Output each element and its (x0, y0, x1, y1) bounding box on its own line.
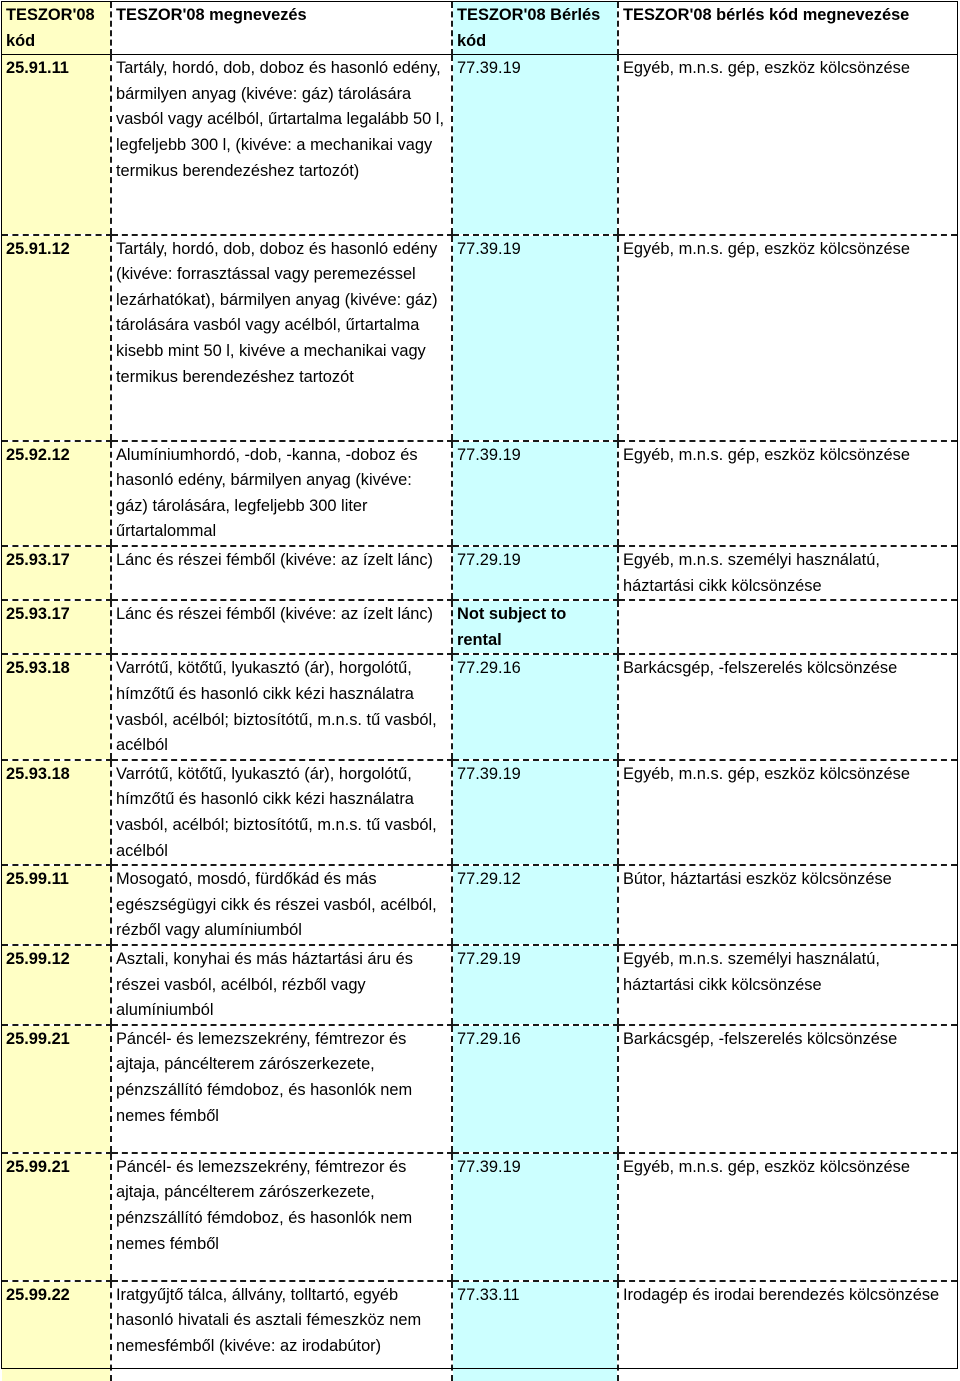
cell-name: Mosogató, mosdó, fürdőkád és más egészségügyi cikk és részei vasból, acélból, rézből vagy alumíniumból (111, 865, 452, 945)
cell-rental-code: 77.29.19 (452, 546, 618, 600)
table-row (2, 1153, 957, 1281)
table-row (2, 865, 957, 945)
cell-rental-code: 77.39.19 (452, 441, 618, 546)
cell-rental-name: Egyéb, m.n.s. gép, eszköz kölcsönzése (618, 1153, 957, 1281)
header-name: TESZOR'08 megnevezés (111, 2, 452, 55)
cell-code: 25.99.21 (2, 1153, 111, 1281)
cell-rental-name: Barkácsgép, -felszerelés kölcsönzése (618, 1025, 957, 1153)
cell-rental-name: Egyéb, m.n.s. gép, eszköz kölcsönzése (618, 760, 957, 865)
cell-rental-name: Egyéb, m.n.s. személyi használatú, háztartási cikk kölcsönzése (618, 546, 957, 600)
teszor-rental-table (2, 2, 957, 1381)
cell-rental-name: Barkácsgép, -felszerelés kölcsönzése (618, 654, 957, 759)
cell-code: 25.91.11 (2, 55, 111, 235)
table-row (2, 654, 957, 759)
table-row (2, 55, 957, 235)
cell-name: Tartály, hordó, dob, doboz és hasonló edény (kivéve: forrasztással vagy peremezéssel lezárhatókat), bármilyen anyag (kivéve: gáz) tárolására vasból vagy acélból, űrtartalma kisebb mint 50 l, kivéve a mechanikai vagy termikus berendezéshez tartozót (111, 235, 452, 441)
cell-name: Alumíniumhordó, -dob, -kanna, -doboz és hasonló edény, bármilyen anyag (kivéve: gáz) tárolására, legfeljebb 300 liter űrtartalommal (111, 441, 452, 546)
cell-name: Páncél- és lemezszekrény, fémtrezor és ajtaja, páncélterem zárószerkezete, pénzszállító fémdoboz, és hasonlók nem nemes fémből (111, 1153, 452, 1281)
cell-code: 25.99.11 (2, 865, 111, 945)
table-row (2, 441, 957, 546)
cell-code: 25.99.12 (2, 945, 111, 1025)
table-row (2, 760, 957, 865)
cell-rental-name: Egyéb, m.n.s. gép, eszköz kölcsönzése (618, 55, 957, 235)
cell-name: Varrótű, kötőtű, lyukasztó (ár), horgolótű, hímzőtű és hasonló cikk kézi használatra vasból, acélból; biztosítótű, m.n.s. tű vasból, acélból (111, 760, 452, 865)
header-rental-code: TESZOR'08 Bérlés kód (452, 2, 618, 55)
cell-code: 25.93.17 (2, 546, 111, 600)
cell-name: Lánc és részei fémből (kivéve: az ízelt lánc) (111, 600, 452, 654)
header-row (2, 2, 957, 55)
cell-rental-code: 77.39.19 (452, 55, 618, 235)
cell-code: 25.92.12 (2, 441, 111, 546)
cell-name: Varrótű, kötőtű, lyukasztó (ár), horgolótű, hímzőtű és hasonló cikk kézi használatra vasból, acélból; biztosítótű, m.n.s. tű vasból, acélból (111, 654, 452, 759)
cell-code: 25.93.18 (2, 760, 111, 865)
table-row (2, 235, 957, 441)
cell-rental-name: Irodagép és irodai berendezés kölcsönzése (618, 1281, 957, 1381)
cell-rental-code: 77.39.19 (452, 1153, 618, 1281)
cell-name: Iratgyűjtő tálca, állvány, tolltartó, egyéb hasonló hivatali és asztali fémeszköz nem nemesfémből (kivéve: az irodabútor) (111, 1281, 452, 1381)
header-rental-name: TESZOR'08 bérlés kód megnevezése (618, 2, 957, 55)
cell-code: 25.99.21 (2, 1025, 111, 1153)
cell-code: 25.93.18 (2, 654, 111, 759)
cell-name: Tartály, hordó, dob, doboz és hasonló edény, bármilyen anyag (kivéve: gáz) tárolására vasból vagy acélból, űrtartalma legalább 50 l, legfeljebb 300 l, (kivéve: a mechanikai vagy termikus berendezéshez tartozót) (111, 55, 452, 235)
cell-rental-name: Bútor, háztartási eszköz kölcsönzése (618, 865, 957, 945)
cell-code: 25.91.12 (2, 235, 111, 441)
cell-rental-name: Egyéb, m.n.s. gép, eszköz kölcsönzése (618, 441, 957, 546)
cell-name: Páncél- és lemezszekrény, fémtrezor és ajtaja, páncélterem zárószerkezete, pénzszállító fémdoboz, és hasonlók nem nemes fémből (111, 1025, 452, 1153)
cell-name: Asztali, konyhai és más háztartási áru és részei vasból, acélból, rézből vagy alumíniumból (111, 945, 452, 1025)
cell-rental-code: 77.29.16 (452, 1025, 618, 1153)
table-row (2, 945, 957, 1025)
cell-rental-code: 77.39.19 (452, 760, 618, 865)
cell-code: 25.93.17 (2, 600, 111, 654)
header-code: TESZOR'08 kód (2, 2, 111, 55)
cell-rental-code: 77.29.19 (452, 945, 618, 1025)
cell-rental-code: 77.29.16 (452, 654, 618, 759)
table-row (2, 546, 957, 600)
table-row (2, 1025, 957, 1153)
cell-rental-name (618, 600, 957, 654)
table-row (2, 600, 957, 654)
cell-name: Lánc és részei fémből (kivéve: az ízelt lánc) (111, 546, 452, 600)
table-row (2, 1281, 957, 1381)
cell-rental-code: 77.29.12 (452, 865, 618, 945)
cell-rental-code: 77.39.19 (452, 235, 618, 441)
cell-rental-name: Egyéb, m.n.s. személyi használatú, háztartási cikk kölcsönzése (618, 945, 957, 1025)
cell-rental-name: Egyéb, m.n.s. gép, eszköz kölcsönzése (618, 235, 957, 441)
cell-code: 25.99.22 (2, 1281, 111, 1381)
cell-rental-code: Not subject to rental (452, 600, 618, 654)
cell-rental-code: 77.33.11 (452, 1281, 618, 1381)
